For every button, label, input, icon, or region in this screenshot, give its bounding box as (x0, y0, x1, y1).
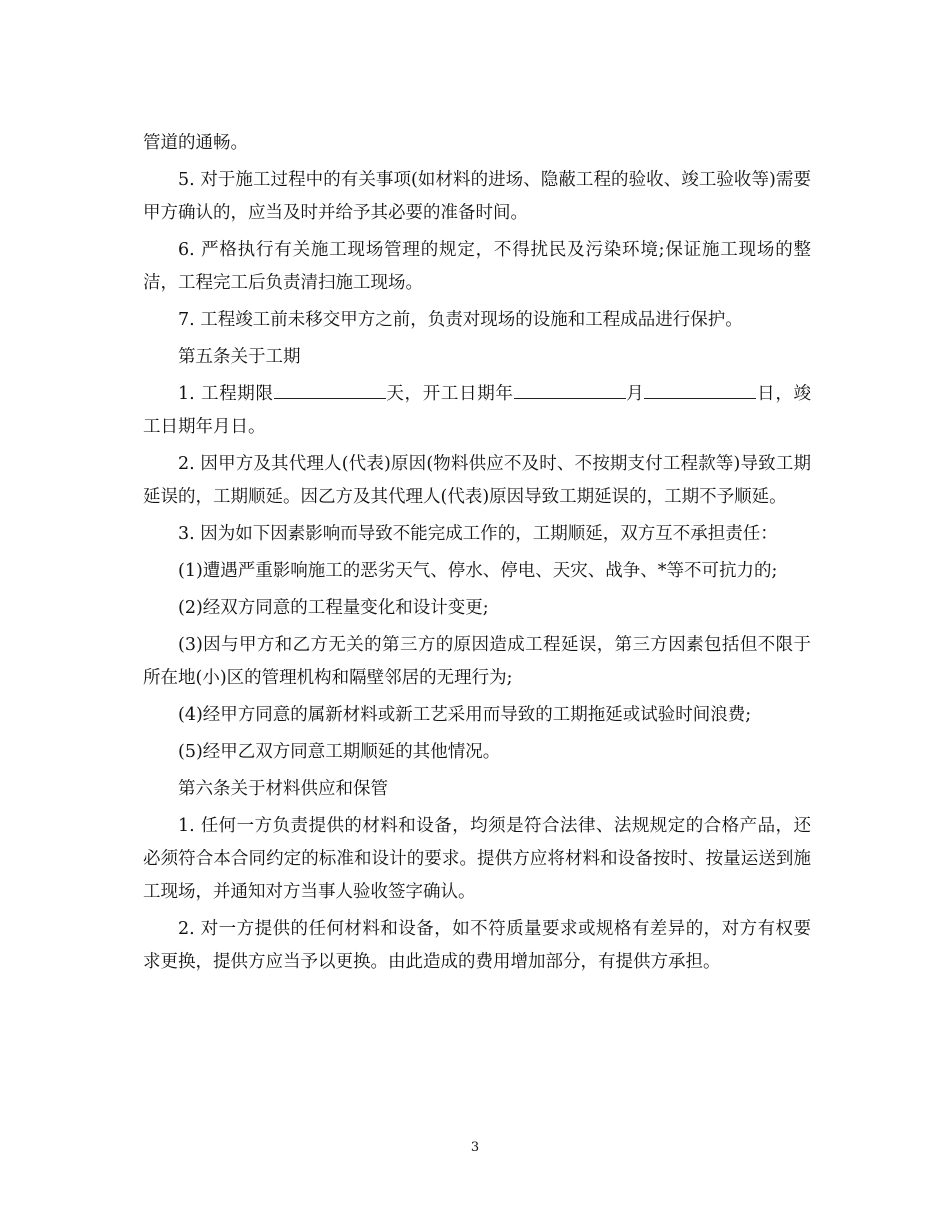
list-item: (1)遭遇严重影响施工的恶劣天气、停水、停电、天灾、战争、*等不可抗力的; (178, 561, 778, 581)
text: 月 (625, 384, 645, 404)
paragraph: 2. 因甲方及其代理人(代表)原因(物料供应不及时、不按期支付工程款等)导致工期延误的，工期顺延。因乙方及其代理人(代表)原因导致工期延误的，工期不予顺延。 (143, 454, 811, 507)
text: 1. 工程期限 (178, 384, 274, 404)
text: 天，开工日期年 (385, 384, 514, 404)
document-body (143, 127, 811, 983)
paragraph: 6. 严格执行有关施工现场管理的规定，不得扰民及污染环境;保证施工现场的整洁，工程完工后负责清扫施工现场。 (143, 240, 811, 293)
section-heading: 第五条关于工期 (178, 347, 301, 367)
paragraph: 3. 因为如下因素影响而导致不能完成工作的，工期顺延，双方互不承担责任： (178, 524, 778, 544)
paragraph-schedule (143, 378, 811, 444)
list-item: (5)经甲乙双方同意工期顺延的其他情况。 (178, 742, 501, 762)
list-item: (4)经甲方同意的属新材料或新工艺采用而导致的工期拖延或试验时间浪费; (178, 705, 752, 725)
paragraph: 5. 对于施工过程中的有关事项(如材料的进场、隐蔽工程的验收、竣工验收等)需要甲方确认的，应当及时并给予其必要的准备时间。 (143, 170, 811, 223)
paragraph: 2. 对一方提供的任何材料和设备，如不符质量要求或规格有差异的，对方有权要求更换，提供方应当予以更换。由此造成的费用增加部分，有提供方承担。 (143, 919, 811, 972)
section-heading: 第六条关于材料供应和保管 (178, 779, 388, 799)
blank-line (274, 384, 386, 399)
page-number: 3 (470, 1140, 480, 1155)
blank-line (514, 384, 626, 399)
list-item: (3)因与甲方和乙方无关的第三方的原因造成工程延误，第三方因素包括但不限于所在地(小)区的管理机构和隔壁邻居的无理行为; (143, 635, 811, 688)
paragraph: 7. 工程竣工前未移交甲方之前，负责对现场的设施和工程成品进行保护。 (178, 310, 743, 330)
list-item: (2)经双方同意的工程量变化和设计变更; (178, 598, 489, 618)
paragraph: 1. 任何一方负责提供的材料和设备，均须是符合法律、法规规定的合格产品，还必须符合本合同约定的标准和设计的要求。提供方应将材料和设备按时、按量运送到施工现场，并通知对方当事人验收签字确认。 (143, 816, 811, 902)
blank-line (644, 384, 756, 399)
paragraph: 管道的通畅。 (143, 133, 248, 153)
text: 日，竣工日期年月日。 (143, 384, 812, 437)
